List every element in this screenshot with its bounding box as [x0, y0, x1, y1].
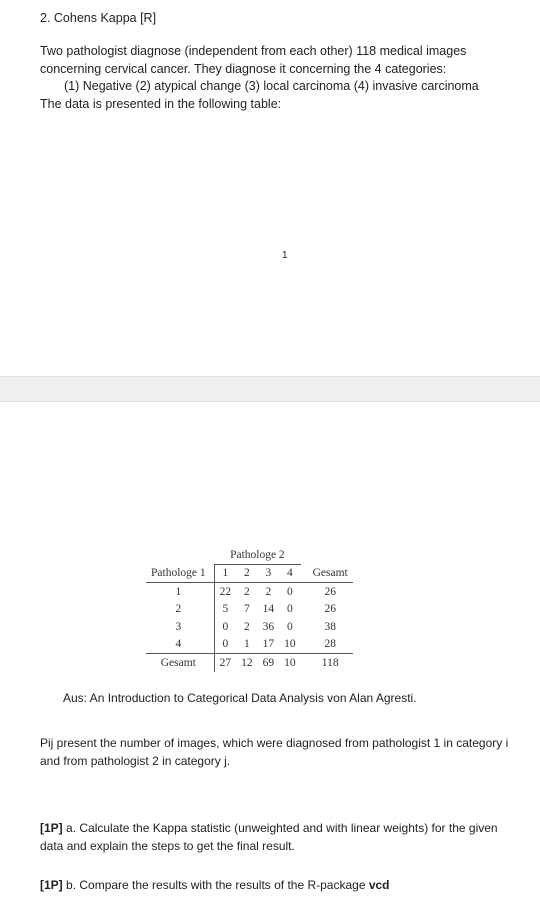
table-cell: 22: [219, 585, 232, 598]
table-cell: 2: [244, 620, 250, 633]
col-header-total: Gesamt: [301, 564, 353, 583]
data-line: The data is presented in the following table:: [40, 96, 282, 111]
column-total: 10: [284, 656, 296, 669]
table-cell: 0: [287, 585, 293, 598]
r-package-name: vcd: [368, 878, 390, 892]
task-a-points: [1P]: [40, 821, 63, 835]
table-cell: 36: [262, 620, 275, 633]
task-a-text: a. Calculate the Kappa statistic (unweighted and with linear weights) for the given data and explain the steps to get the final result.: [40, 821, 498, 853]
table-cell: 0: [214, 636, 236, 654]
page-break: [0, 376, 540, 402]
table-row: [146, 618, 353, 636]
row-total: 38: [324, 620, 336, 633]
table-cell: 0: [222, 620, 229, 633]
pij-explanation: Pij present the number of images, which were diagnosed from pathologist 1 in category i and from pathologist 2 in category j.: [40, 736, 509, 768]
table-corner-right: [301, 546, 353, 564]
table-cell: 1: [236, 636, 258, 654]
grand-total: 118: [321, 656, 339, 669]
table-cell: 0: [287, 620, 293, 633]
task-b-text: b. Compare the results with the results of the R-package: [66, 878, 369, 892]
table-row: [146, 583, 353, 601]
table-cell: 0: [287, 603, 293, 616]
exercise-heading: 2. Cohens Kappa [R]: [40, 11, 157, 25]
categories-line: (1) Negative (2) atypical change (3) local carcinoma (4) invasive carcinoma: [64, 79, 479, 93]
row-total: 26: [324, 603, 336, 616]
col-header: 1: [214, 564, 236, 583]
table-cell: 7: [244, 603, 250, 616]
table-header-row: [146, 564, 353, 583]
table-corner: [146, 546, 214, 564]
column-total: 12: [241, 656, 253, 669]
table-cell: 17: [258, 636, 280, 654]
totals-label: Gesamt: [146, 654, 214, 672]
col-header: 2: [236, 564, 258, 583]
column-total: 27: [219, 656, 232, 669]
row-label: 4: [146, 636, 214, 654]
row-total: 26: [324, 585, 336, 598]
intro-text: [40, 43, 510, 113]
table-cell: 5: [222, 603, 229, 616]
row-label: 1: [146, 583, 214, 601]
document-page-2: [0, 402, 540, 923]
pathologist-1-title: Pathologe 1: [146, 564, 214, 583]
table-cell: 2: [265, 585, 272, 598]
pathologist-2-title: Pathologe 2: [214, 546, 301, 564]
column-total: 69: [262, 656, 275, 669]
contingency-table: [146, 546, 353, 672]
page-number: 1: [282, 250, 288, 261]
table-row: [146, 601, 353, 619]
table-totals-row: [146, 654, 353, 672]
row-total: 28: [301, 636, 353, 654]
document-page-1: [0, 0, 540, 376]
col-header: 3: [258, 564, 280, 583]
task-b: [40, 877, 510, 895]
task-b-points: [1P]: [40, 878, 63, 892]
task-a: [40, 820, 510, 855]
table-cell: 2: [244, 585, 250, 598]
source-citation: Aus: An Introduction to Categorical Data Analysis von Alan Agresti.: [63, 691, 417, 705]
row-label: 2: [146, 601, 214, 619]
col-header: 4: [279, 564, 301, 583]
table-cell: 14: [262, 603, 275, 616]
row-label: 3: [146, 618, 214, 636]
table-row: [146, 636, 353, 654]
intro-line: Two pathologist diagnose (independent from each other) 118 medical images concerning cervical cancer. They diagnose it concerning the 4 categories:: [40, 44, 467, 76]
table-cell: 10: [279, 636, 301, 654]
